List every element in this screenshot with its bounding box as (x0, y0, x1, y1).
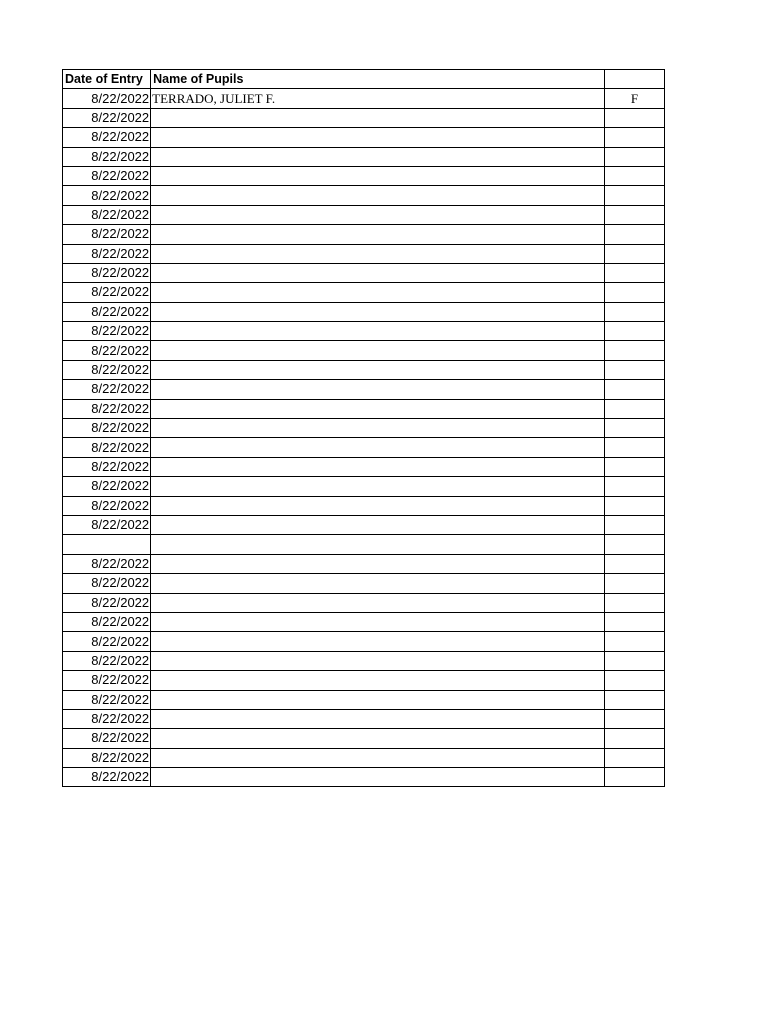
pupil-name-cell[interactable] (151, 768, 605, 787)
sex-cell[interactable] (604, 360, 664, 379)
pupil-name-cell[interactable] (151, 438, 605, 457)
header-blank-column[interactable] (604, 70, 664, 89)
header-name-of-pupils[interactable]: Name of Pupils (151, 70, 605, 89)
table-row (63, 748, 665, 767)
sex-cell[interactable] (604, 709, 664, 728)
sex-cell[interactable] (604, 128, 664, 147)
sex-cell[interactable] (604, 632, 664, 651)
pupil-name-cell[interactable] (151, 380, 605, 399)
date-of-entry-cell[interactable]: 8/22/2022 (63, 89, 151, 108)
pupil-name-cell[interactable] (151, 690, 605, 709)
pupil-name-cell[interactable] (151, 632, 605, 651)
pupil-name-cell[interactable] (151, 399, 605, 418)
table-row (63, 535, 665, 554)
date-of-entry-cell[interactable]: 8/22/2022 (63, 205, 151, 224)
table-row (63, 89, 665, 108)
date-of-entry-cell[interactable]: 8/22/2022 (63, 690, 151, 709)
date-of-entry-cell[interactable]: 8/22/2022 (63, 457, 151, 476)
pupil-name-cell[interactable] (151, 360, 605, 379)
table-row (63, 438, 665, 457)
date-of-entry-cell[interactable]: 8/22/2022 (63, 438, 151, 457)
date-of-entry-cell[interactable]: 8/22/2022 (63, 651, 151, 670)
table-row (63, 263, 665, 282)
table-row (63, 632, 665, 651)
table-row (63, 283, 665, 302)
sex-cell[interactable] (604, 574, 664, 593)
table-row (63, 515, 665, 534)
date-of-entry-cell[interactable]: 8/22/2022 (63, 166, 151, 185)
sex-cell[interactable] (604, 438, 664, 457)
sex-cell[interactable] (604, 690, 664, 709)
pupil-name-cell[interactable] (151, 535, 605, 554)
table-row (63, 166, 665, 185)
sex-cell[interactable] (604, 166, 664, 185)
sex-cell[interactable] (604, 283, 664, 302)
table-row (63, 205, 665, 224)
table-row (63, 729, 665, 748)
date-of-entry-cell[interactable]: 8/22/2022 (63, 515, 151, 534)
sex-cell[interactable] (604, 399, 664, 418)
table-row (63, 302, 665, 321)
date-of-entry-cell[interactable]: 8/22/2022 (63, 225, 151, 244)
sex-cell[interactable] (604, 108, 664, 127)
table-row (63, 341, 665, 360)
sex-cell[interactable] (604, 748, 664, 767)
date-of-entry-cell[interactable] (63, 535, 151, 554)
sex-cell[interactable] (604, 302, 664, 321)
pupil-name-cell[interactable] (151, 263, 605, 282)
date-of-entry-cell[interactable]: 8/22/2022 (63, 709, 151, 728)
pupil-name-cell[interactable] (151, 554, 605, 573)
pupil-name-cell[interactable] (151, 166, 605, 185)
sex-cell[interactable] (604, 671, 664, 690)
date-of-entry-cell[interactable]: 8/22/2022 (63, 729, 151, 748)
table-row (63, 186, 665, 205)
table-row (63, 457, 665, 476)
table-row (63, 496, 665, 515)
date-of-entry-cell[interactable]: 8/22/2022 (63, 477, 151, 496)
table-row (63, 612, 665, 631)
sex-cell[interactable] (604, 147, 664, 166)
pupil-name-cell[interactable] (151, 709, 605, 728)
pupil-name-cell[interactable] (151, 574, 605, 593)
date-of-entry-cell[interactable]: 8/22/2022 (63, 748, 151, 767)
pupil-name-cell[interactable]: TERRADO, JULIET F. (151, 89, 605, 108)
pupil-name-cell[interactable] (151, 419, 605, 438)
pupil-name-cell[interactable] (151, 108, 605, 127)
pupil-name-cell[interactable] (151, 457, 605, 476)
table-row (63, 671, 665, 690)
date-of-entry-cell[interactable]: 8/22/2022 (63, 593, 151, 612)
pupil-name-cell[interactable] (151, 302, 605, 321)
pupil-name-cell[interactable] (151, 147, 605, 166)
table-row (63, 651, 665, 670)
pupil-name-cell[interactable] (151, 205, 605, 224)
date-of-entry-cell[interactable]: 8/22/2022 (63, 341, 151, 360)
date-of-entry-cell[interactable]: 8/22/2022 (63, 574, 151, 593)
date-of-entry-cell[interactable]: 8/22/2022 (63, 302, 151, 321)
pupil-name-cell[interactable] (151, 244, 605, 263)
date-of-entry-cell[interactable]: 8/22/2022 (63, 360, 151, 379)
sex-cell[interactable] (604, 225, 664, 244)
date-of-entry-cell[interactable]: 8/22/2022 (63, 399, 151, 418)
table-row (63, 225, 665, 244)
date-of-entry-cell[interactable]: 8/22/2022 (63, 768, 151, 787)
date-of-entry-cell[interactable]: 8/22/2022 (63, 322, 151, 341)
sex-cell[interactable] (604, 535, 664, 554)
table-row (63, 360, 665, 379)
table-row (63, 419, 665, 438)
pupil-name-cell[interactable] (151, 651, 605, 670)
pupil-name-cell[interactable] (151, 593, 605, 612)
date-of-entry-cell[interactable]: 8/22/2022 (63, 186, 151, 205)
table-row (63, 380, 665, 399)
table-row (63, 244, 665, 263)
sex-cell[interactable] (604, 729, 664, 748)
table-row (63, 574, 665, 593)
table-row (63, 128, 665, 147)
sex-cell[interactable] (604, 768, 664, 787)
table-row (63, 477, 665, 496)
pupil-name-cell[interactable] (151, 748, 605, 767)
pupil-name-cell[interactable] (151, 515, 605, 534)
sex-cell[interactable] (604, 341, 664, 360)
table-body (63, 70, 665, 787)
table-row (63, 768, 665, 787)
date-of-entry-cell[interactable]: 8/22/2022 (63, 612, 151, 631)
sex-cell[interactable] (604, 593, 664, 612)
pupil-name-cell[interactable] (151, 496, 605, 515)
pupil-name-cell[interactable] (151, 729, 605, 748)
sex-cell[interactable]: F (604, 89, 664, 108)
pupil-name-cell[interactable] (151, 128, 605, 147)
sex-cell[interactable] (604, 496, 664, 515)
sex-cell[interactable] (604, 651, 664, 670)
pupil-name-cell[interactable] (151, 341, 605, 360)
table-row (63, 593, 665, 612)
table-row (63, 709, 665, 728)
sex-cell[interactable] (604, 322, 664, 341)
table-row (63, 399, 665, 418)
table-row (63, 108, 665, 127)
header-date-of-entry[interactable]: Date of Entry (63, 70, 151, 89)
pupil-name-cell[interactable] (151, 477, 605, 496)
sex-cell[interactable] (604, 612, 664, 631)
table-row (63, 322, 665, 341)
date-of-entry-cell[interactable]: 8/22/2022 (63, 263, 151, 282)
date-of-entry-cell[interactable]: 8/22/2022 (63, 496, 151, 515)
sex-cell[interactable] (604, 244, 664, 263)
table-header-row (63, 70, 665, 89)
date-of-entry-cell[interactable]: 8/22/2022 (63, 244, 151, 263)
table-row (63, 690, 665, 709)
sex-cell[interactable] (604, 263, 664, 282)
date-of-entry-cell[interactable]: 8/22/2022 (63, 380, 151, 399)
pupil-name-cell[interactable] (151, 322, 605, 341)
sex-cell[interactable] (604, 457, 664, 476)
pupil-name-cell[interactable] (151, 283, 605, 302)
sex-cell[interactable] (604, 554, 664, 573)
pupil-name-cell[interactable] (151, 186, 605, 205)
sex-cell[interactable] (604, 380, 664, 399)
sex-cell[interactable] (604, 477, 664, 496)
date-of-entry-cell[interactable]: 8/22/2022 (63, 554, 151, 573)
table-row (63, 147, 665, 166)
pupil-entry-table (62, 69, 665, 787)
pupil-name-cell[interactable] (151, 225, 605, 244)
sex-cell[interactable] (604, 186, 664, 205)
date-of-entry-cell[interactable]: 8/22/2022 (63, 632, 151, 651)
date-of-entry-cell[interactable]: 8/22/2022 (63, 671, 151, 690)
date-of-entry-cell[interactable]: 8/22/2022 (63, 108, 151, 127)
date-of-entry-cell[interactable]: 8/22/2022 (63, 419, 151, 438)
sex-cell[interactable] (604, 419, 664, 438)
pupil-name-cell[interactable] (151, 671, 605, 690)
sex-cell[interactable] (604, 515, 664, 534)
sex-cell[interactable] (604, 205, 664, 224)
pupil-name-cell[interactable] (151, 612, 605, 631)
date-of-entry-cell[interactable]: 8/22/2022 (63, 128, 151, 147)
table-row (63, 554, 665, 573)
date-of-entry-cell[interactable]: 8/22/2022 (63, 147, 151, 166)
date-of-entry-cell[interactable]: 8/22/2022 (63, 283, 151, 302)
